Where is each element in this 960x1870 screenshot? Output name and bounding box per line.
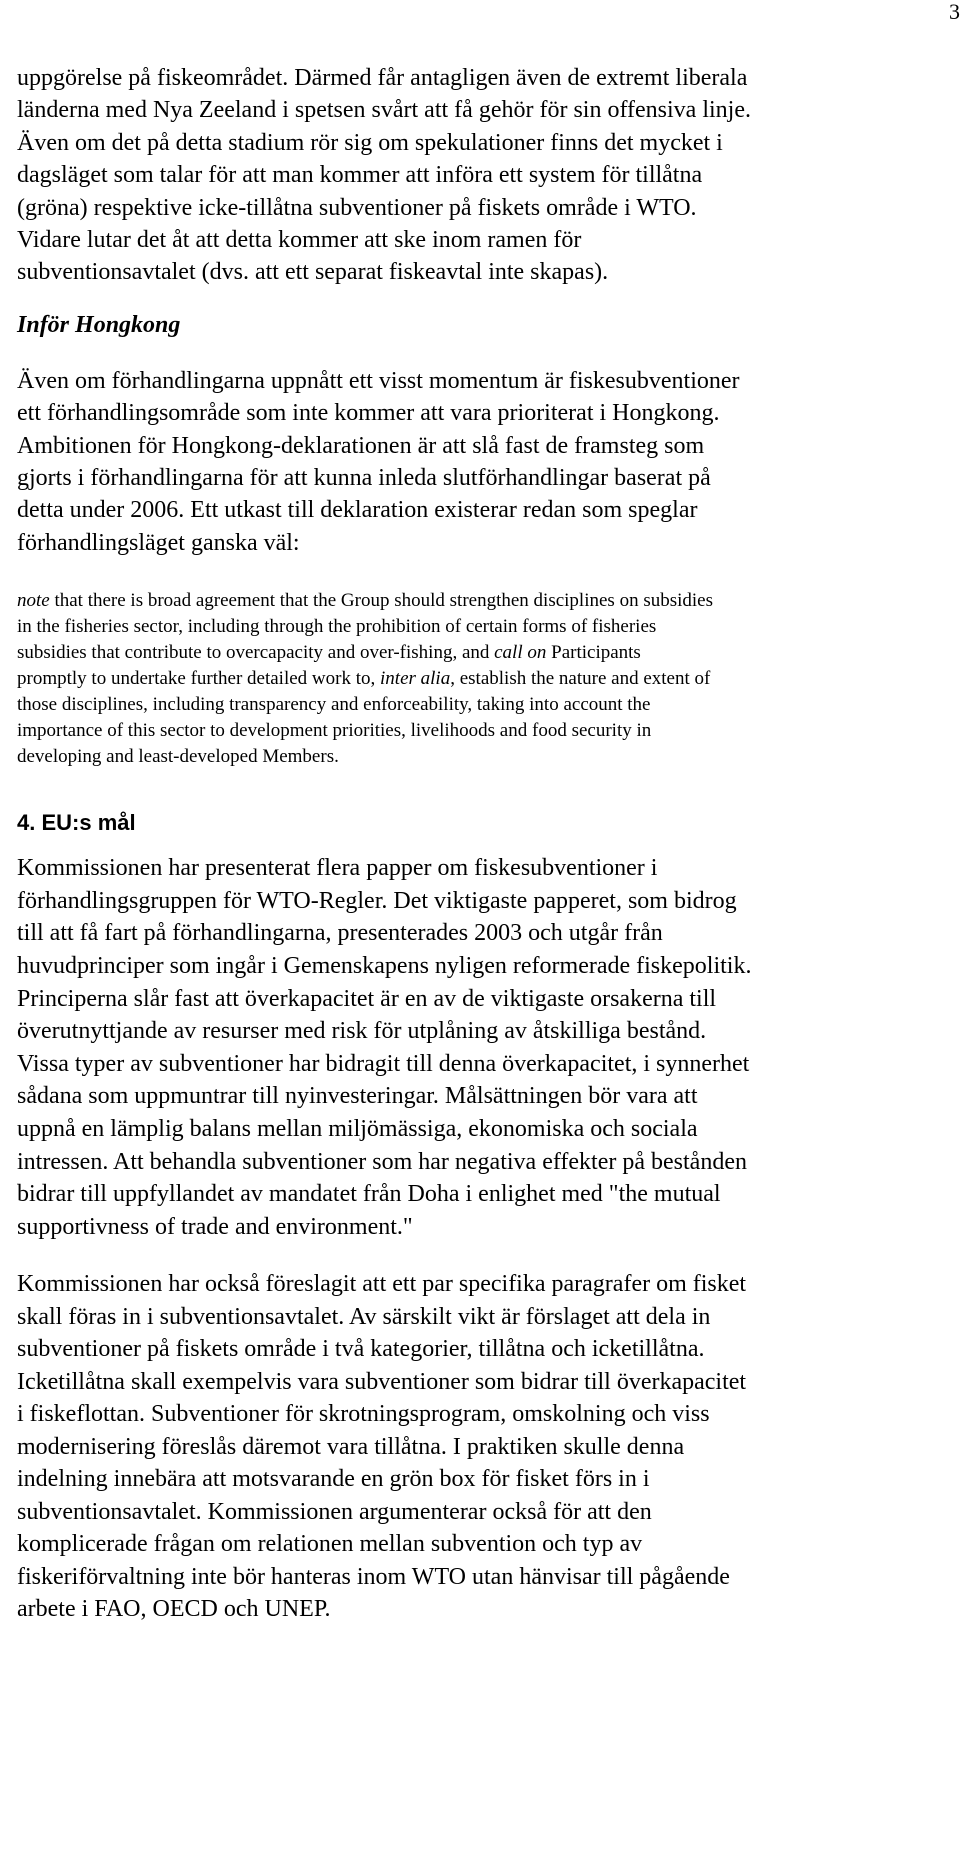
text-line: till att få fart på förhandlingarna, presenterades 2003 och utgår från — [17, 920, 663, 947]
hongkong-paragraph — [17, 365, 947, 559]
text-line: subventioner på fiskets område i två kategorier, tillåtna och icketillåtna. — [17, 1336, 705, 1363]
section-heading-eu-goals: 4. EU:s mål — [17, 810, 136, 836]
text-line: Även om det på detta stadium rör sig om spekulationer finns det mycket i — [17, 129, 723, 156]
text-line: uppgörelse på fiskeområdet. Därmed får antagligen även de extremt liberala — [17, 65, 748, 91]
text-line: sådana som uppmuntrar till nyinvesteringar. Målsättningen bör vara att — [17, 1083, 698, 1110]
text-line: länderna med Nya Zeeland i spetsen svårt att få gehör för sin offensiva linje. — [17, 97, 751, 124]
quote-text: promptly to undertake further detailed work to, — [17, 668, 381, 690]
text-line: indelning innebära att motsvarande en grön box för fisket förs in i — [17, 1466, 650, 1493]
quote-italic-text: inter alia — [380, 668, 451, 690]
text-line: förhandlingsgruppen för WTO-Regler. Det viktigaste papperet, som bidrog — [17, 887, 737, 914]
text-line: Kommissionen har också föreslagit att ett par specifika paragrafer om fisket — [17, 1271, 747, 1298]
text-line: detta under 2006. Ett utkast till deklaration existerar redan som speglar — [17, 497, 698, 524]
text-line: förhandlingsläget ganska väl: — [17, 529, 300, 556]
text-line: Principerna slår fast att överkapacitet är en av de viktigaste orsakerna till — [17, 985, 717, 1012]
text-line: supportivness of trade and environment." — [17, 1213, 413, 1240]
quote-line: in the fisheries sector, including through the prohibition of certain forms of fisheries — [17, 616, 657, 638]
text-line: skall föras in i subventionsavtalet. Av särskilt vikt är förslaget att dela in — [17, 1303, 711, 1330]
quote-text: , establish the nature and extent of — [450, 668, 711, 690]
text-line: överutnyttjande av resurser med risk för utplåning av åtskilliga bestånd. — [17, 1018, 707, 1045]
text-line: uppnå en lämplig balans mellan miljömässiga, ekonomiska och sociala — [17, 1116, 698, 1143]
quote-text: Participants — [546, 642, 641, 664]
eu-paragraph-2 — [17, 1268, 947, 1626]
text-line: subventionsavtalet. Kommissionen argumenterar också för att den — [17, 1498, 652, 1525]
quote-text: subsidies that contribute to overcapacity and over-fishing, and — [17, 642, 495, 664]
quote-line: developing and least-developed Members. — [17, 746, 339, 768]
text-line: komplicerade frågan om relationen mellan subvention och typ av — [17, 1531, 643, 1558]
text-line: i fiskeflottan. Subventioner för skrotningsprogram, omskolning och viss — [17, 1401, 710, 1428]
text-line: Ambitionen för Hongkong-deklarationen är att slå fast de framsteg som — [17, 432, 705, 459]
text-line: (gröna) respektive icke-tillåtna subventioner på fiskets område i WTO. — [17, 194, 697, 221]
quote-line — [17, 588, 947, 614]
text-line: huvudprinciper som ingår i Gemenskapens nyligen reformerade fiskepolitik. — [17, 953, 752, 980]
text-line: Vissa typer av subventioner har bidragit till denna överkapacitet, i synnerhet — [17, 1050, 750, 1077]
text-line: Kommissionen har presenterat flera papper om fiskesubventioner i — [17, 855, 658, 882]
text-line: arbete i FAO, OECD och UNEP. — [17, 1596, 331, 1623]
declaration-quote — [17, 588, 947, 770]
text-line: Vidare lutar det åt att detta kommer att ske inom ramen för — [17, 227, 582, 254]
text-line: modernisering föreslås däremot vara tillåtna. I praktiken skulle denna — [17, 1433, 685, 1460]
text-line: fiskeriförvaltning inte bör hanteras inom WTO utan hänvisar till pågående — [17, 1563, 730, 1590]
quote-italic-text: note — [17, 590, 50, 612]
text-line: Icketillåtna skall exempelvis vara subventioner som bidrar till överkapacitet — [17, 1368, 747, 1395]
quote-line: importance of this sector to development priorities, livelihoods and food security in — [17, 720, 652, 742]
text-line: bidrar till uppfyllandet av mandatet från Doha i enlighet med "the mutual — [17, 1181, 721, 1208]
eu-paragraph-1 — [17, 852, 947, 1243]
text-line: intressen. Att behandla subventioner som har negativa effekter på bestånden — [17, 1148, 747, 1175]
quote-text: that there is broad agreement that the Group should strengthen disciplines on subsidies — [49, 590, 713, 612]
text-line: ett förhandlingsområde som inte kommer att vara prioriterat i Hongkong. — [17, 400, 720, 427]
text-line: subventionsavtalet (dvs. att ett separat fiskeavtal inte skapas). — [17, 259, 609, 286]
intro-paragraph — [17, 62, 947, 289]
quote-line — [17, 666, 947, 692]
quote-italic-text: call on — [494, 642, 547, 664]
quote-line — [17, 640, 947, 666]
text-line: gjorts i förhandlingarna för att kunna inleda slutförhandlingar baserat på — [17, 465, 711, 492]
subheading-infor-hongkong: Inför Hongkong — [17, 311, 181, 338]
document-body — [17, 62, 947, 1626]
text-line: Även om förhandlingarna uppnått ett visst momentum är fiskesubventioner — [17, 367, 740, 394]
quote-line: those disciplines, including transparency and enforceability, taking into account the — [17, 694, 651, 716]
text-line: dagsläget som talar för att man kommer att införa ett system för tillåtna — [17, 162, 703, 189]
page-number: 3 — [949, 0, 960, 24]
